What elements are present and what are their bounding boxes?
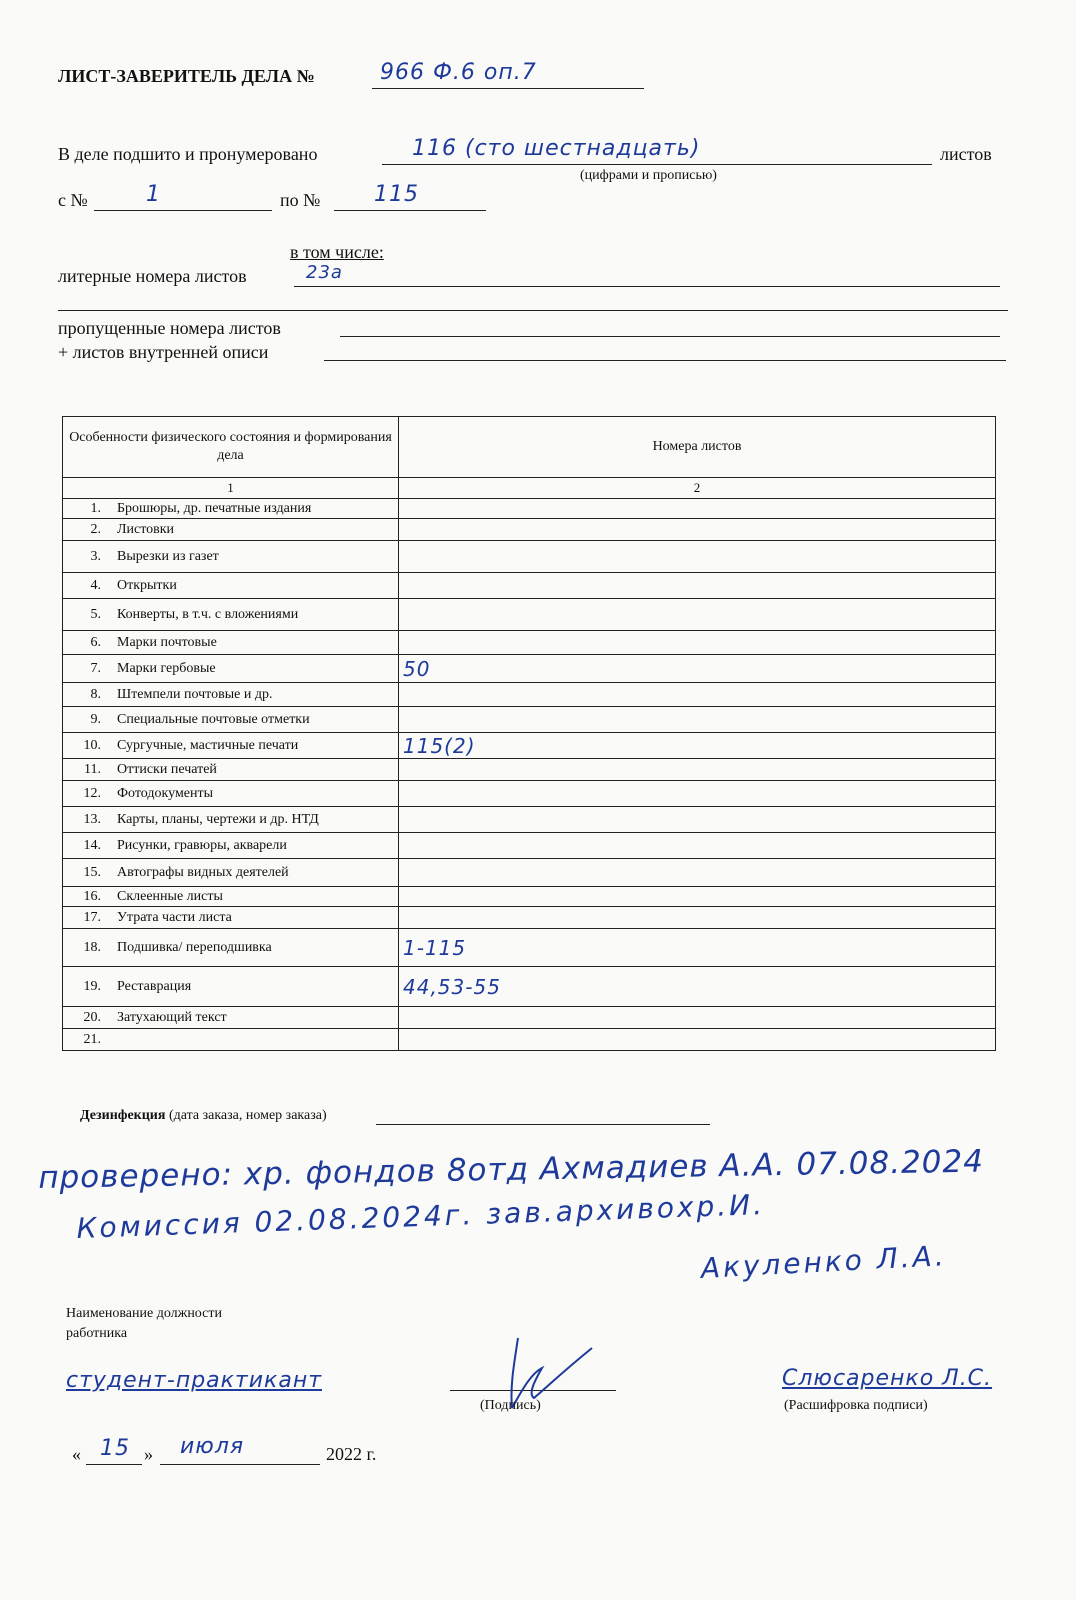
row-sheet-numbers — [399, 683, 996, 707]
document-title: ЛИСТ-ЗАВЕРИТЕЛЬ ДЕЛА № — [58, 66, 315, 86]
row-label: Карты, планы, чертежи и др. НТД — [117, 811, 319, 827]
letter-numbers-value: 23а — [306, 262, 343, 283]
missing-numbers-label: пропущенные номера листов — [58, 318, 281, 338]
row-sheet-numbers — [399, 907, 996, 929]
row-sheet-numbers — [399, 807, 996, 833]
table-row — [63, 859, 996, 887]
disinfection-hint: (дата заказа, номер заказа) — [168, 1108, 327, 1123]
row-sheet-numbers — [399, 1007, 996, 1029]
verification-note-line1: проверено: хр. фондов 8отд Ахмадиев А.А. 07.08.2024 — [38, 1143, 985, 1196]
row-sheet-numbers — [399, 859, 996, 887]
table-header-row — [63, 417, 996, 478]
row-label-cell — [63, 929, 399, 967]
row-sheet-numbers — [399, 707, 996, 733]
row-sheet-numbers: 44,53-55 — [399, 967, 996, 1007]
verification-note-line3: Акуленко Л.А. — [700, 1239, 948, 1285]
row-number: 5. — [90, 606, 101, 622]
table-row — [63, 807, 996, 833]
sheets-unit: листов — [940, 144, 992, 164]
including-heading: в том числе: — [290, 242, 384, 262]
signature-decode-label: (Расшифровка подписи) — [784, 1398, 928, 1413]
row-label: Рисунки, гравюры, акварели — [117, 837, 287, 853]
row-number: 10. — [83, 737, 101, 753]
table-row — [63, 967, 996, 1007]
row-number: 13. — [83, 811, 101, 827]
row-label-cell — [63, 833, 399, 859]
row-label: Конверты, в т.ч. с вложениями — [117, 606, 299, 622]
disinfection-field — [80, 1108, 327, 1124]
row-label-cell — [63, 1007, 399, 1029]
row-sheet-numbers — [399, 759, 996, 781]
col2-header: Номера листов — [399, 417, 996, 478]
sheets-value: 116 (сто шестнадцать) — [412, 136, 701, 161]
row-label: Реставрация — [117, 978, 192, 994]
col2-number: 2 — [399, 478, 996, 499]
table-body — [63, 499, 996, 1051]
table-row — [63, 833, 996, 859]
table-row — [63, 519, 996, 541]
row-label: Листовки — [117, 521, 175, 537]
row-label-cell — [63, 859, 399, 887]
row-label-cell — [63, 907, 399, 929]
row-number: 19. — [83, 978, 101, 994]
row-sheet-numbers — [399, 833, 996, 859]
table-row — [63, 1029, 996, 1051]
disinfection-line — [376, 1124, 710, 1125]
to-value: 115 — [374, 182, 419, 207]
row-label: Затухающий текст — [117, 1009, 227, 1025]
row-number: 17. — [83, 909, 101, 925]
row-sheet-numbers — [399, 499, 996, 519]
row-sheet-numbers — [399, 781, 996, 807]
row-label-cell — [63, 781, 399, 807]
row-sheet-numbers: 1-115 — [399, 929, 996, 967]
row-label-cell — [63, 573, 399, 599]
sheets-line — [382, 164, 932, 165]
row-number: 8. — [90, 686, 101, 702]
row-label: Утрата части листа — [117, 909, 232, 925]
row-label-cell — [63, 807, 399, 833]
row-number: 12. — [83, 785, 101, 801]
row-number: 14. — [83, 837, 101, 853]
col1-number: 1 — [63, 478, 399, 499]
row-label: Марки гербовые — [117, 660, 216, 676]
to-label: по № — [280, 190, 321, 210]
row-number: 11. — [84, 761, 101, 777]
letter-numbers-label: литерные номера листов — [58, 266, 247, 286]
row-label-cell — [63, 599, 399, 631]
row-number: 2. — [90, 521, 101, 537]
row-label: Оттиски печатей — [117, 761, 217, 777]
table-row — [63, 631, 996, 655]
row-sheet-numbers — [399, 573, 996, 599]
case-number-value: 966 Ф.6 оп.7 — [380, 60, 537, 85]
row-label: Специальные почтовые отметки — [117, 711, 310, 727]
row-number: 21. — [83, 1031, 101, 1047]
date-month-line — [160, 1464, 320, 1465]
table-row — [63, 707, 996, 733]
row-sheet-numbers — [399, 1029, 996, 1051]
sheets-hint: (цифрами и прописью) — [580, 168, 717, 183]
row-label-cell — [63, 631, 399, 655]
table-row — [63, 573, 996, 599]
row-label: Штемпели почтовые и др. — [117, 686, 273, 702]
row-label-cell — [63, 655, 399, 683]
table-row — [63, 907, 996, 929]
row-number: 4. — [90, 577, 101, 593]
table-row — [63, 683, 996, 707]
inner-inventory-label: + листов внутренней описи — [58, 342, 269, 362]
row-label-cell — [63, 683, 399, 707]
row-sheet-numbers — [399, 631, 996, 655]
table-row — [63, 655, 996, 683]
row-sheet-numbers: 115(2) — [399, 733, 996, 759]
from-value: 1 — [146, 182, 161, 207]
date-day-value: 15 — [100, 1436, 130, 1461]
row-label-cell — [63, 759, 399, 781]
row-number: 9. — [90, 711, 101, 727]
table-colnum-row — [63, 478, 996, 499]
row-sheet-numbers: 50 — [399, 655, 996, 683]
verification-note-line2: Комиссия 02.08.2024г. зав.архивохр.И. — [76, 1187, 766, 1245]
signature-label: (Подпись) — [480, 1398, 541, 1413]
row-label-cell — [63, 967, 399, 1007]
table-row — [63, 733, 996, 759]
inner-inventory-line — [324, 360, 1006, 361]
to-line — [334, 210, 486, 211]
row-sheet-numbers — [399, 599, 996, 631]
row-label: Открытки — [117, 577, 177, 593]
row-label: Склеенные листы — [117, 888, 223, 904]
case-number-line — [372, 88, 644, 89]
date-month-value: июля — [180, 1434, 245, 1459]
row-number: 20. — [83, 1009, 101, 1025]
row-label: Автографы видных деятелей — [117, 864, 289, 880]
row-number: 1. — [90, 500, 101, 516]
row-label: Подшивка/ переподшивка — [117, 939, 272, 955]
row-number: 3. — [90, 548, 101, 564]
row-label-cell — [63, 733, 399, 759]
row-label-cell — [63, 499, 399, 519]
table-row — [63, 1007, 996, 1029]
from-label: с № — [58, 190, 88, 210]
row-label-cell — [63, 707, 399, 733]
table-row — [63, 887, 996, 907]
missing-numbers-line — [340, 336, 1000, 337]
letter-numbers-line — [294, 286, 1000, 287]
date-open-quote: « — [72, 1444, 81, 1464]
col1-header: Особенности физического состояния и формирования дела — [63, 417, 399, 478]
signature-decode-value: Слюсаренко Л.С. — [782, 1366, 993, 1391]
row-sheet-numbers — [399, 887, 996, 907]
table-row — [63, 499, 996, 519]
row-label-cell — [63, 887, 399, 907]
row-label: Фотодокументы — [117, 785, 214, 801]
from-line — [94, 210, 272, 211]
letter-numbers-line-2 — [58, 310, 1008, 311]
date-day-line — [86, 1464, 142, 1465]
row-number: 6. — [90, 634, 101, 650]
position-label-2: работника — [66, 1326, 128, 1341]
row-number: 15. — [83, 864, 101, 880]
row-label: Сургучные, мастичные печати — [117, 737, 299, 753]
row-sheet-numbers — [399, 541, 996, 573]
row-number: 16. — [83, 888, 101, 904]
row-label: Марки почтовые — [117, 634, 217, 650]
row-number: 7. — [90, 660, 101, 676]
row-number: 18. — [83, 939, 101, 955]
table-row — [63, 759, 996, 781]
row-label-cell — [63, 541, 399, 573]
row-label: Вырезки из газет — [117, 548, 219, 564]
row-sheet-numbers — [399, 519, 996, 541]
date-close-quote: » — [144, 1444, 153, 1464]
table-row — [63, 781, 996, 807]
position-value: студент-практикант — [66, 1368, 323, 1393]
row-label-cell — [63, 1029, 399, 1051]
table-row — [63, 541, 996, 573]
table-row — [63, 599, 996, 631]
disinfection-label: Дезинфекция — [80, 1108, 166, 1123]
date-year: 2022 г. — [326, 1444, 377, 1464]
row-label: Брошюры, др. печатные издания — [117, 500, 312, 516]
position-label-1: Наименование должности — [66, 1306, 222, 1321]
table-row — [63, 929, 996, 967]
row-label-cell — [63, 519, 399, 541]
sheets-label: В деле подшито и пронумеровано — [58, 144, 318, 164]
physical-state-table — [62, 416, 996, 1051]
